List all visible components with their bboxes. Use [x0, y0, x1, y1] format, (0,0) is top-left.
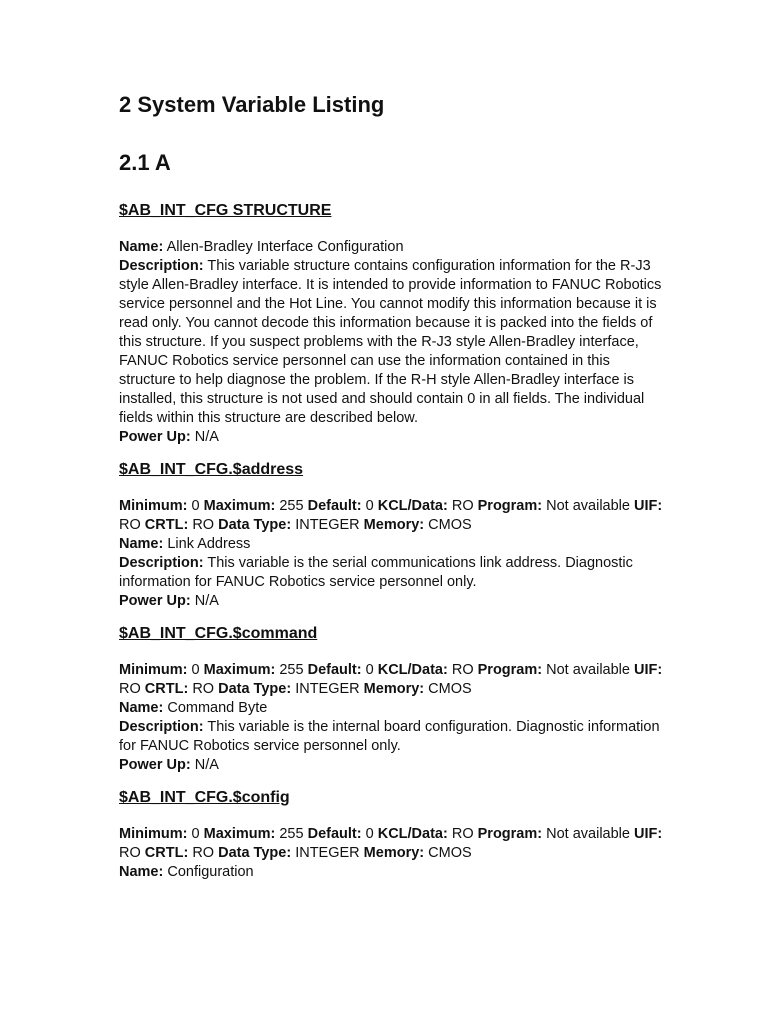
maximum-value: 255: [279, 498, 304, 514]
uif-value: RO: [119, 681, 141, 697]
minimum-value: 0: [191, 662, 200, 678]
variable-body: [119, 497, 668, 611]
data-type-value: INTEGER: [295, 681, 360, 697]
crtl-value: RO: [192, 681, 215, 697]
minimum-label: Minimum:: [119, 662, 188, 678]
name-label: Name:: [119, 864, 164, 880]
default-label: Default:: [307, 826, 362, 842]
power-up-label: Power Up:: [119, 429, 191, 445]
memory-value: CMOS: [428, 681, 472, 697]
description-label: Description:: [119, 555, 204, 571]
maximum-value: 255: [279, 826, 304, 842]
kcl-data-value: RO: [451, 826, 474, 842]
program-label: Program:: [477, 662, 543, 678]
memory-value: CMOS: [428, 845, 472, 861]
section-title: 2.1 A: [119, 150, 171, 175]
structure-power-up-line: [119, 428, 668, 447]
description-label: Description:: [119, 719, 204, 735]
name-label: Name:: [119, 700, 164, 716]
default-value: 0: [365, 498, 374, 514]
variable-attributes: [119, 497, 668, 535]
kcl-data-label: KCL/Data:: [377, 662, 448, 678]
kcl-data-value: RO: [451, 662, 474, 678]
variable-power-up-line: [119, 592, 668, 611]
data-type-label: Data Type:: [218, 681, 292, 697]
program-label: Program:: [477, 498, 543, 514]
structure-description: This variable structure contains configuration information for the R-J3 style Allen-Bradley interface. It is intended to provide information to FANUC Robotics service personnel and the Hot Line. You cannot modify this information because it is read only. You cannot decode this information because it is packed into the fields of this structure. If you suspect problems with the R-J3 style Allen-Bradley interface, FANUC Robotics service personnel can use the information contained in this structure to help diagnose the problem. If the R-H style Allen-Bradley interface is installed, this structure is not used and should contain 0 in all fields. The individual fields within this structure are described below.: [119, 258, 662, 426]
variable-name: Configuration: [167, 864, 254, 880]
variable-title: $AB_INT_CFG.$config: [119, 789, 290, 806]
structure-power-up: N/A: [194, 429, 219, 445]
crtl-label: CRTL:: [144, 681, 189, 697]
variable-name-line: [119, 535, 668, 554]
variable-title: $AB_INT_CFG.$command: [119, 625, 318, 642]
kcl-data-label: KCL/Data:: [377, 826, 448, 842]
kcl-data-value: RO: [451, 498, 474, 514]
memory-value: CMOS: [428, 517, 472, 533]
variable-description-line: [119, 718, 668, 756]
variable-power-up: N/A: [194, 757, 219, 773]
default-label: Default:: [307, 498, 362, 514]
variable-body: [119, 661, 668, 775]
description-label: Description:: [119, 258, 204, 274]
structure-entry: [119, 200, 668, 447]
variable-name: Link Address: [167, 536, 251, 552]
maximum-label: Maximum:: [203, 498, 276, 514]
structure-name-line: [119, 238, 668, 257]
chapter-title: 2 System Variable Listing: [119, 92, 385, 117]
structure-description-line: [119, 257, 668, 428]
minimum-value: 0: [191, 498, 200, 514]
name-label: Name:: [119, 239, 164, 255]
default-label: Default:: [307, 662, 362, 678]
default-value: 0: [365, 662, 374, 678]
variable-attributes: [119, 825, 668, 863]
variable-name-line: [119, 863, 668, 882]
variable-power-up: N/A: [194, 593, 219, 609]
kcl-data-label: KCL/Data:: [377, 498, 448, 514]
maximum-label: Maximum:: [203, 826, 276, 842]
crtl-value: RO: [192, 517, 215, 533]
maximum-label: Maximum:: [203, 662, 276, 678]
uif-label: UIF:: [633, 826, 663, 842]
memory-label: Memory:: [363, 681, 425, 697]
variable-description: This variable is the serial communications link address. Diagnostic information for FANUC Robotics service personnel only.: [119, 555, 633, 590]
program-value: Not available: [546, 498, 630, 514]
program-value: Not available: [546, 826, 630, 842]
maximum-value: 255: [279, 662, 304, 678]
minimum-label: Minimum:: [119, 826, 188, 842]
variable-body: [119, 825, 668, 882]
variable-description-line: [119, 554, 668, 592]
structure-name: Allen-Bradley Interface Configuration: [166, 239, 404, 255]
data-type-value: INTEGER: [295, 517, 360, 533]
minimum-value: 0: [191, 826, 200, 842]
uif-label: UIF:: [633, 498, 663, 514]
variable-entry-config: [119, 787, 668, 882]
structure-body: [119, 238, 668, 447]
power-up-label: Power Up:: [119, 593, 191, 609]
memory-label: Memory:: [363, 517, 425, 533]
variable-name-line: [119, 699, 668, 718]
program-label: Program:: [477, 826, 543, 842]
crtl-value: RO: [192, 845, 215, 861]
variable-power-up-line: [119, 756, 668, 775]
crtl-label: CRTL:: [144, 845, 189, 861]
variable-title: $AB_INT_CFG.$address: [119, 461, 304, 478]
memory-label: Memory:: [363, 845, 425, 861]
program-value: Not available: [546, 662, 630, 678]
data-type-label: Data Type:: [218, 517, 292, 533]
power-up-label: Power Up:: [119, 757, 191, 773]
uif-value: RO: [119, 517, 141, 533]
variable-name: Command Byte: [167, 700, 268, 716]
uif-label: UIF:: [633, 662, 663, 678]
name-label: Name:: [119, 536, 164, 552]
variable-entry-address: [119, 459, 668, 611]
minimum-label: Minimum:: [119, 498, 188, 514]
structure-title: $AB_INT_CFG STRUCTURE: [119, 202, 332, 219]
variable-attributes: [119, 661, 668, 699]
uif-value: RO: [119, 845, 141, 861]
variable-description: This variable is the internal board configuration. Diagnostic information for FANUC Robotics service personnel only.: [119, 719, 660, 754]
default-value: 0: [365, 826, 374, 842]
data-type-value: INTEGER: [295, 845, 360, 861]
crtl-label: CRTL:: [144, 517, 189, 533]
data-type-label: Data Type:: [218, 845, 292, 861]
variable-entry-command: [119, 623, 668, 775]
